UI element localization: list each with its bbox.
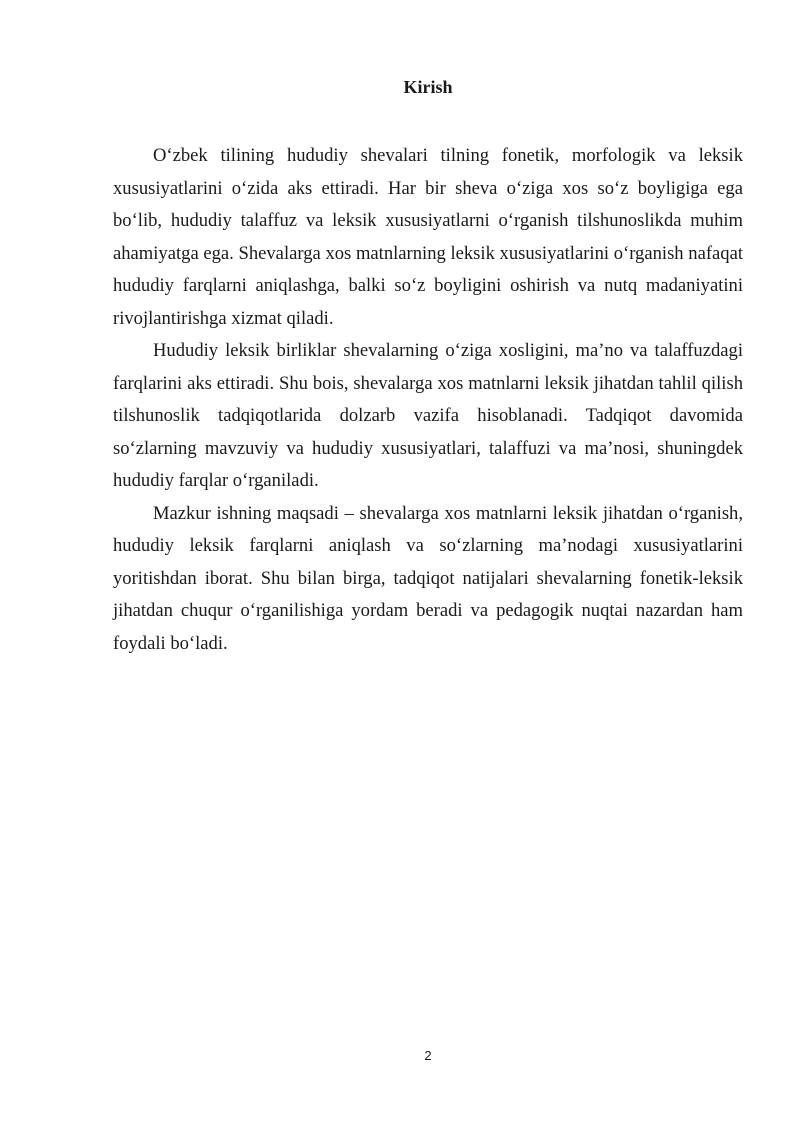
paragraph-2: Hududiy leksik birliklar shevalarning o‘ziga xosligini, ma’no va talaffuzdagi farqlarini aks ettiradi. Shu bois, shevalarga xos matnlarni leksik jihatdan tahlil qilish tilshunoslik tadqiqotlarida dolzarb vazifa hisoblanadi. Tadqiqot davomida so‘zlarning mavzuviy va hududiy xususiyatlari, talaffuzi va ma’nosi, shuningdek hududiy farqlar o‘rganiladi.: [113, 340, 743, 491]
body-text: [113, 140, 743, 660]
page-title: Kirish: [403, 77, 453, 97]
paragraph-1: O‘zbek tilining hududiy shevalari tilning fonetik, morfologik va leksik xususiyatlarini o‘zida aks ettiradi. Har bir sheva o‘ziga xos so‘z boyligiga ega bo‘lib, hududiy talaffuz va leksik xususiyatlarni o‘rganish tilshunoslikda muhim ahamiyatga ega. Shevalarga xos matnlarning leksik xususiyatlarini o‘rganish nafaqat hududiy farqlarni aniqlashga, balki so‘z boyligini oshirish va nutq madaniyatini rivojlantirishga xizmat qiladi.: [113, 145, 743, 329]
page-number: 2: [424, 1048, 432, 1063]
paragraph-3: Mazkur ishning maqsadi – shevalarga xos matnlarni leksik jihatdan o‘rganish, hududiy leksik farqlarni aniqlash va so‘zlarning ma’nodagi xususiyatlarini yoritishdan iborat. Shu bilan birga, tadqiqot natijalari shevalarning fonetik-leksik jihatdan chuqur o‘rganilishiga yordam beradi va pedagogik nuqtai nazardan ham foydali bo‘ladi.: [113, 502, 743, 654]
